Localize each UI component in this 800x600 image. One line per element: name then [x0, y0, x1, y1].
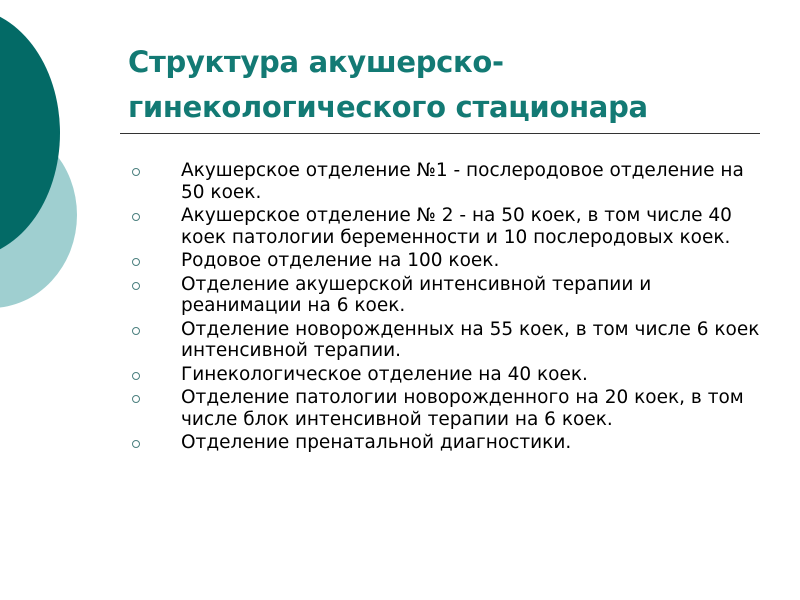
list-item-text: Отделение патологии новорожденного на 20 коек, в том числе блок интенсивной терапии на 6 коек.	[181, 387, 744, 430]
list-item-text: Отделение пренатальной диагностики.	[181, 432, 572, 453]
list-item	[130, 432, 770, 454]
hollow-circle-bullet-icon	[132, 213, 140, 221]
list-item	[130, 250, 770, 272]
list-item	[130, 387, 770, 430]
list-item	[130, 364, 770, 386]
hollow-circle-bullet-icon	[132, 395, 140, 403]
list-item-text: Акушерское отделение № 2 - на 50 коек, в том числе 40 коек патологии беременности и 10 послеродовых коек.	[181, 205, 732, 248]
hollow-circle-bullet-icon	[132, 282, 140, 290]
title-divider	[120, 133, 760, 134]
list-item	[130, 205, 770, 248]
list-item	[130, 160, 770, 203]
hollow-circle-bullet-icon	[132, 327, 140, 335]
bullet-list	[130, 160, 770, 456]
hollow-circle-bullet-icon	[132, 258, 140, 266]
list-item-text: Акушерское отделение №1 - послеродовое отделение на 50 коек.	[181, 160, 744, 203]
hollow-circle-bullet-icon	[132, 440, 140, 448]
list-item-text: Отделение акушерской интенсивной терапии и реанимации на 6 коек.	[181, 273, 652, 316]
list-item	[130, 319, 770, 362]
list-item-text: Гинекологическое отделение на 40 коек.	[181, 363, 588, 385]
list-item-text: Отделение новорожденных на 55 коек, в том числе 6 коек интенсивной терапии.	[181, 318, 760, 361]
list-item-text: Родовое отделение на 100 коек.	[181, 250, 500, 271]
list-item	[130, 274, 770, 317]
slide-title: Структура акушерско-гинекологического стационара	[128, 45, 648, 124]
hollow-circle-bullet-icon	[132, 372, 140, 380]
hollow-circle-bullet-icon	[132, 168, 140, 176]
